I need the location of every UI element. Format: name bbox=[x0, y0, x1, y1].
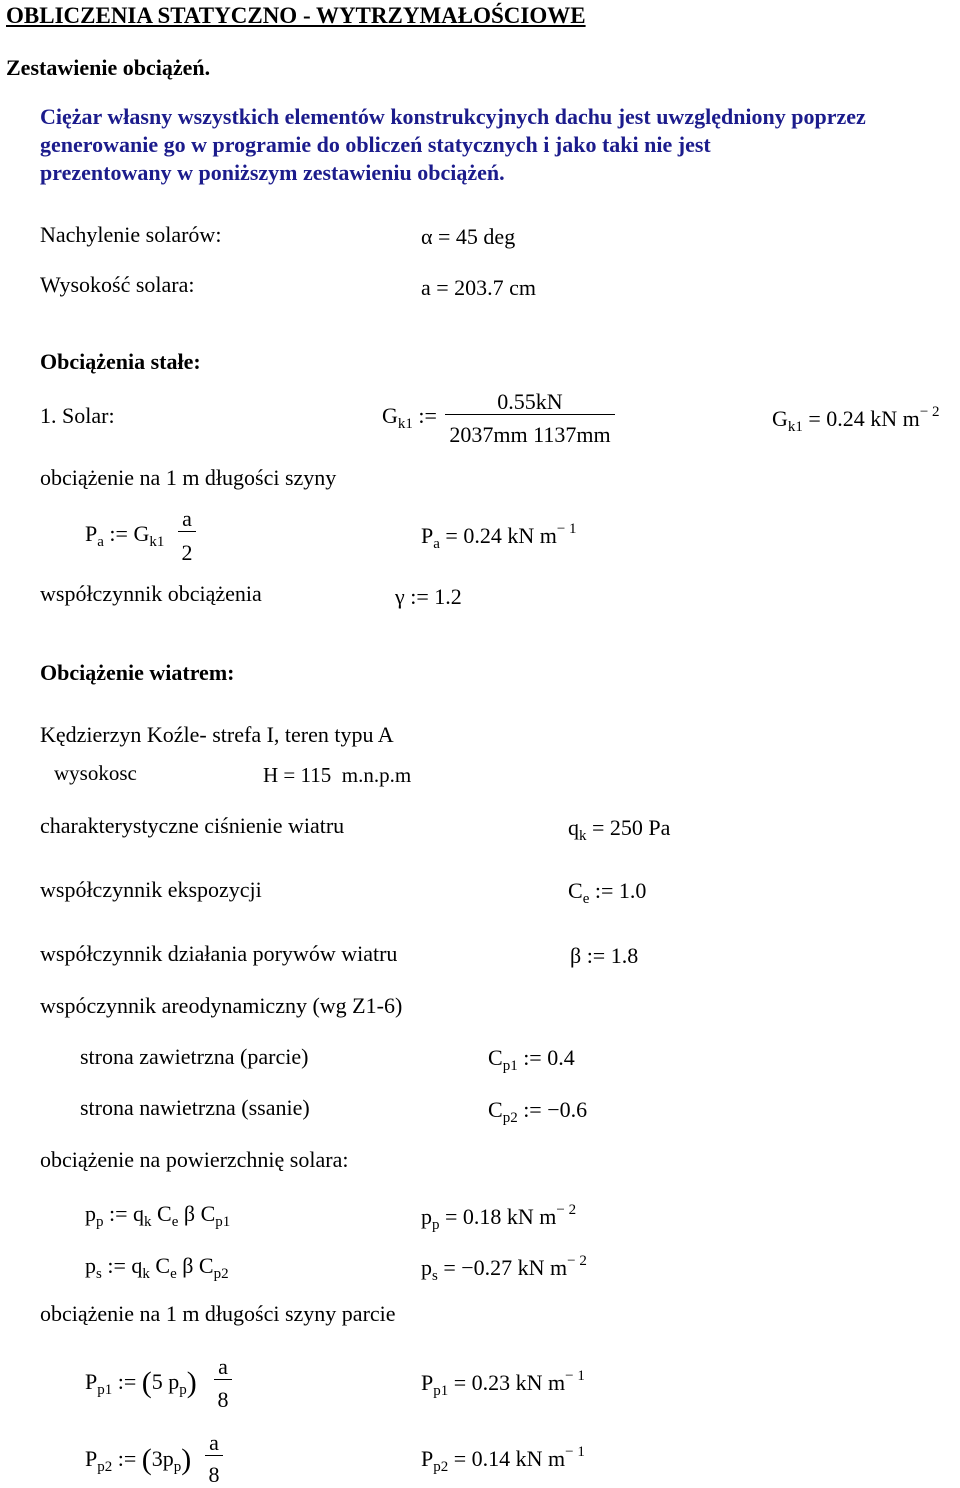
rail-load-label: obciążenie na 1 m długości szyny parcie bbox=[40, 1301, 396, 1326]
ps-formula: $p_s$ := $q_k$ $C_e$ β $C_{p2}$ bbox=[85, 1253, 229, 1282]
gk1-denominator: 2037mm 1137mm bbox=[449, 422, 611, 447]
pp-formula: $p_p$ := $q_k$ $C_e$ β $C_{p1}$ bbox=[85, 1201, 231, 1230]
intro-line-3: prezentowany w poniższym zestawieniu obciążeń. bbox=[40, 160, 505, 185]
ce-formula: $C_e$ := 1.0 bbox=[568, 878, 647, 907]
solar-item-label: 1. Solar: bbox=[40, 403, 115, 428]
pa-result: $P_a = 0.24$ kN $m^{- 1}$ bbox=[421, 521, 577, 552]
pa-formula: $P_a$ := $G_{k1}$ bbox=[85, 521, 165, 550]
section-heading: Zestawienie obciążeń. bbox=[6, 55, 211, 80]
gk1-numerator: 0.55kN bbox=[497, 389, 563, 414]
wind-heading: Obciążenie wiatrem: bbox=[40, 660, 235, 685]
gk1-fraction-bar bbox=[445, 414, 615, 415]
beta-formula: β := 1.8 bbox=[570, 943, 639, 968]
cp1-label: strona zawietrzna (parcie) bbox=[80, 1044, 309, 1069]
tilt-formula: α = 45 deg bbox=[421, 224, 516, 249]
pp2-fraction-bar bbox=[205, 1455, 223, 1456]
pp2-numerator: a bbox=[209, 1430, 219, 1455]
qk-label: charakterystyczne ciśnienie wiatru bbox=[40, 813, 345, 838]
gk1-formula-lhs: $G_{k1}$ := bbox=[382, 403, 437, 432]
aero-label: wspóczynnik areodynamiczny (wg Z1-6) bbox=[40, 993, 403, 1018]
beta-label: współczynnik działania porywów wiatru bbox=[40, 941, 398, 966]
pa-fraction-bar bbox=[178, 531, 196, 532]
pp2-denominator: 8 bbox=[208, 1462, 220, 1487]
cp1-formula: $C_{p1}$ := 0.4 bbox=[488, 1045, 575, 1074]
pp-result: $p_p = 0.18$ kN $m^{- 2}$ bbox=[421, 1202, 577, 1233]
pp2-result: $P_{p2} = 0.14$ kN $m^{- 1}$ bbox=[421, 1444, 585, 1475]
pa-denominator: 2 bbox=[181, 540, 193, 565]
pp1-denominator: 8 bbox=[217, 1387, 229, 1412]
qk-formula: $q_k = 250$ Pa bbox=[568, 815, 671, 844]
pp1-formula: $P_{p1}$ := (5 $p_p$) bbox=[85, 1366, 197, 1399]
ce-label: współczynnik ekspozycji bbox=[40, 877, 262, 902]
per-meter-label: obciążenie na 1 m długości szyny bbox=[40, 465, 337, 490]
altitude-formula: H = 115 m.n.p.m bbox=[263, 763, 412, 787]
pp1-fraction-bar bbox=[214, 1379, 232, 1380]
surface-load-label: obciążenie na powierzchnię solara: bbox=[40, 1147, 349, 1172]
gamma-label: współczynnik obciążenia bbox=[40, 581, 262, 606]
altitude-label: wysokosc bbox=[54, 761, 137, 785]
pp2-formula: $P_{p2}$ := $(3p_p)$ bbox=[85, 1443, 192, 1476]
cp2-label: strona nawietrzna (ssanie) bbox=[80, 1095, 310, 1120]
pp1-numerator: a bbox=[218, 1354, 228, 1379]
ps-result: $p_s = -0.27$ kN $m^{- 2}$ bbox=[421, 1253, 587, 1284]
tilt-label: Nachylenie solarów: bbox=[40, 222, 222, 247]
pp1-result: $P_{p1} = 0.23$ kN $m^{- 1}$ bbox=[421, 1368, 585, 1399]
cp2-formula: $C_{p2}$ := −0.6 bbox=[488, 1097, 588, 1126]
pa-numerator: a bbox=[182, 506, 192, 531]
intro-line-1: Ciężar własny wszystkich elementów konstrukcyjnych dachu jest uwzględniony poprzez bbox=[40, 104, 866, 129]
gamma-formula: γ := 1.2 bbox=[395, 584, 462, 609]
gk1-result: $G_{k1} = 0.24$ kN $m^{- 2}$ bbox=[772, 404, 940, 435]
intro-line-2: generowanie go w programie do obliczeń statycznych i jako taki nie jest bbox=[40, 132, 711, 157]
height-formula: a = 203.7 cm bbox=[421, 275, 537, 300]
dead-load-heading: Obciążenia stałe: bbox=[40, 349, 201, 374]
wind-location: Kędzierzyn Koźle- strefa I, teren typu A bbox=[40, 722, 394, 747]
document-title: OBLICZENIA STATYCZNO - WYTRZYMAŁOŚCIOWE bbox=[6, 3, 586, 28]
height-label: Wysokość solara: bbox=[40, 272, 195, 297]
